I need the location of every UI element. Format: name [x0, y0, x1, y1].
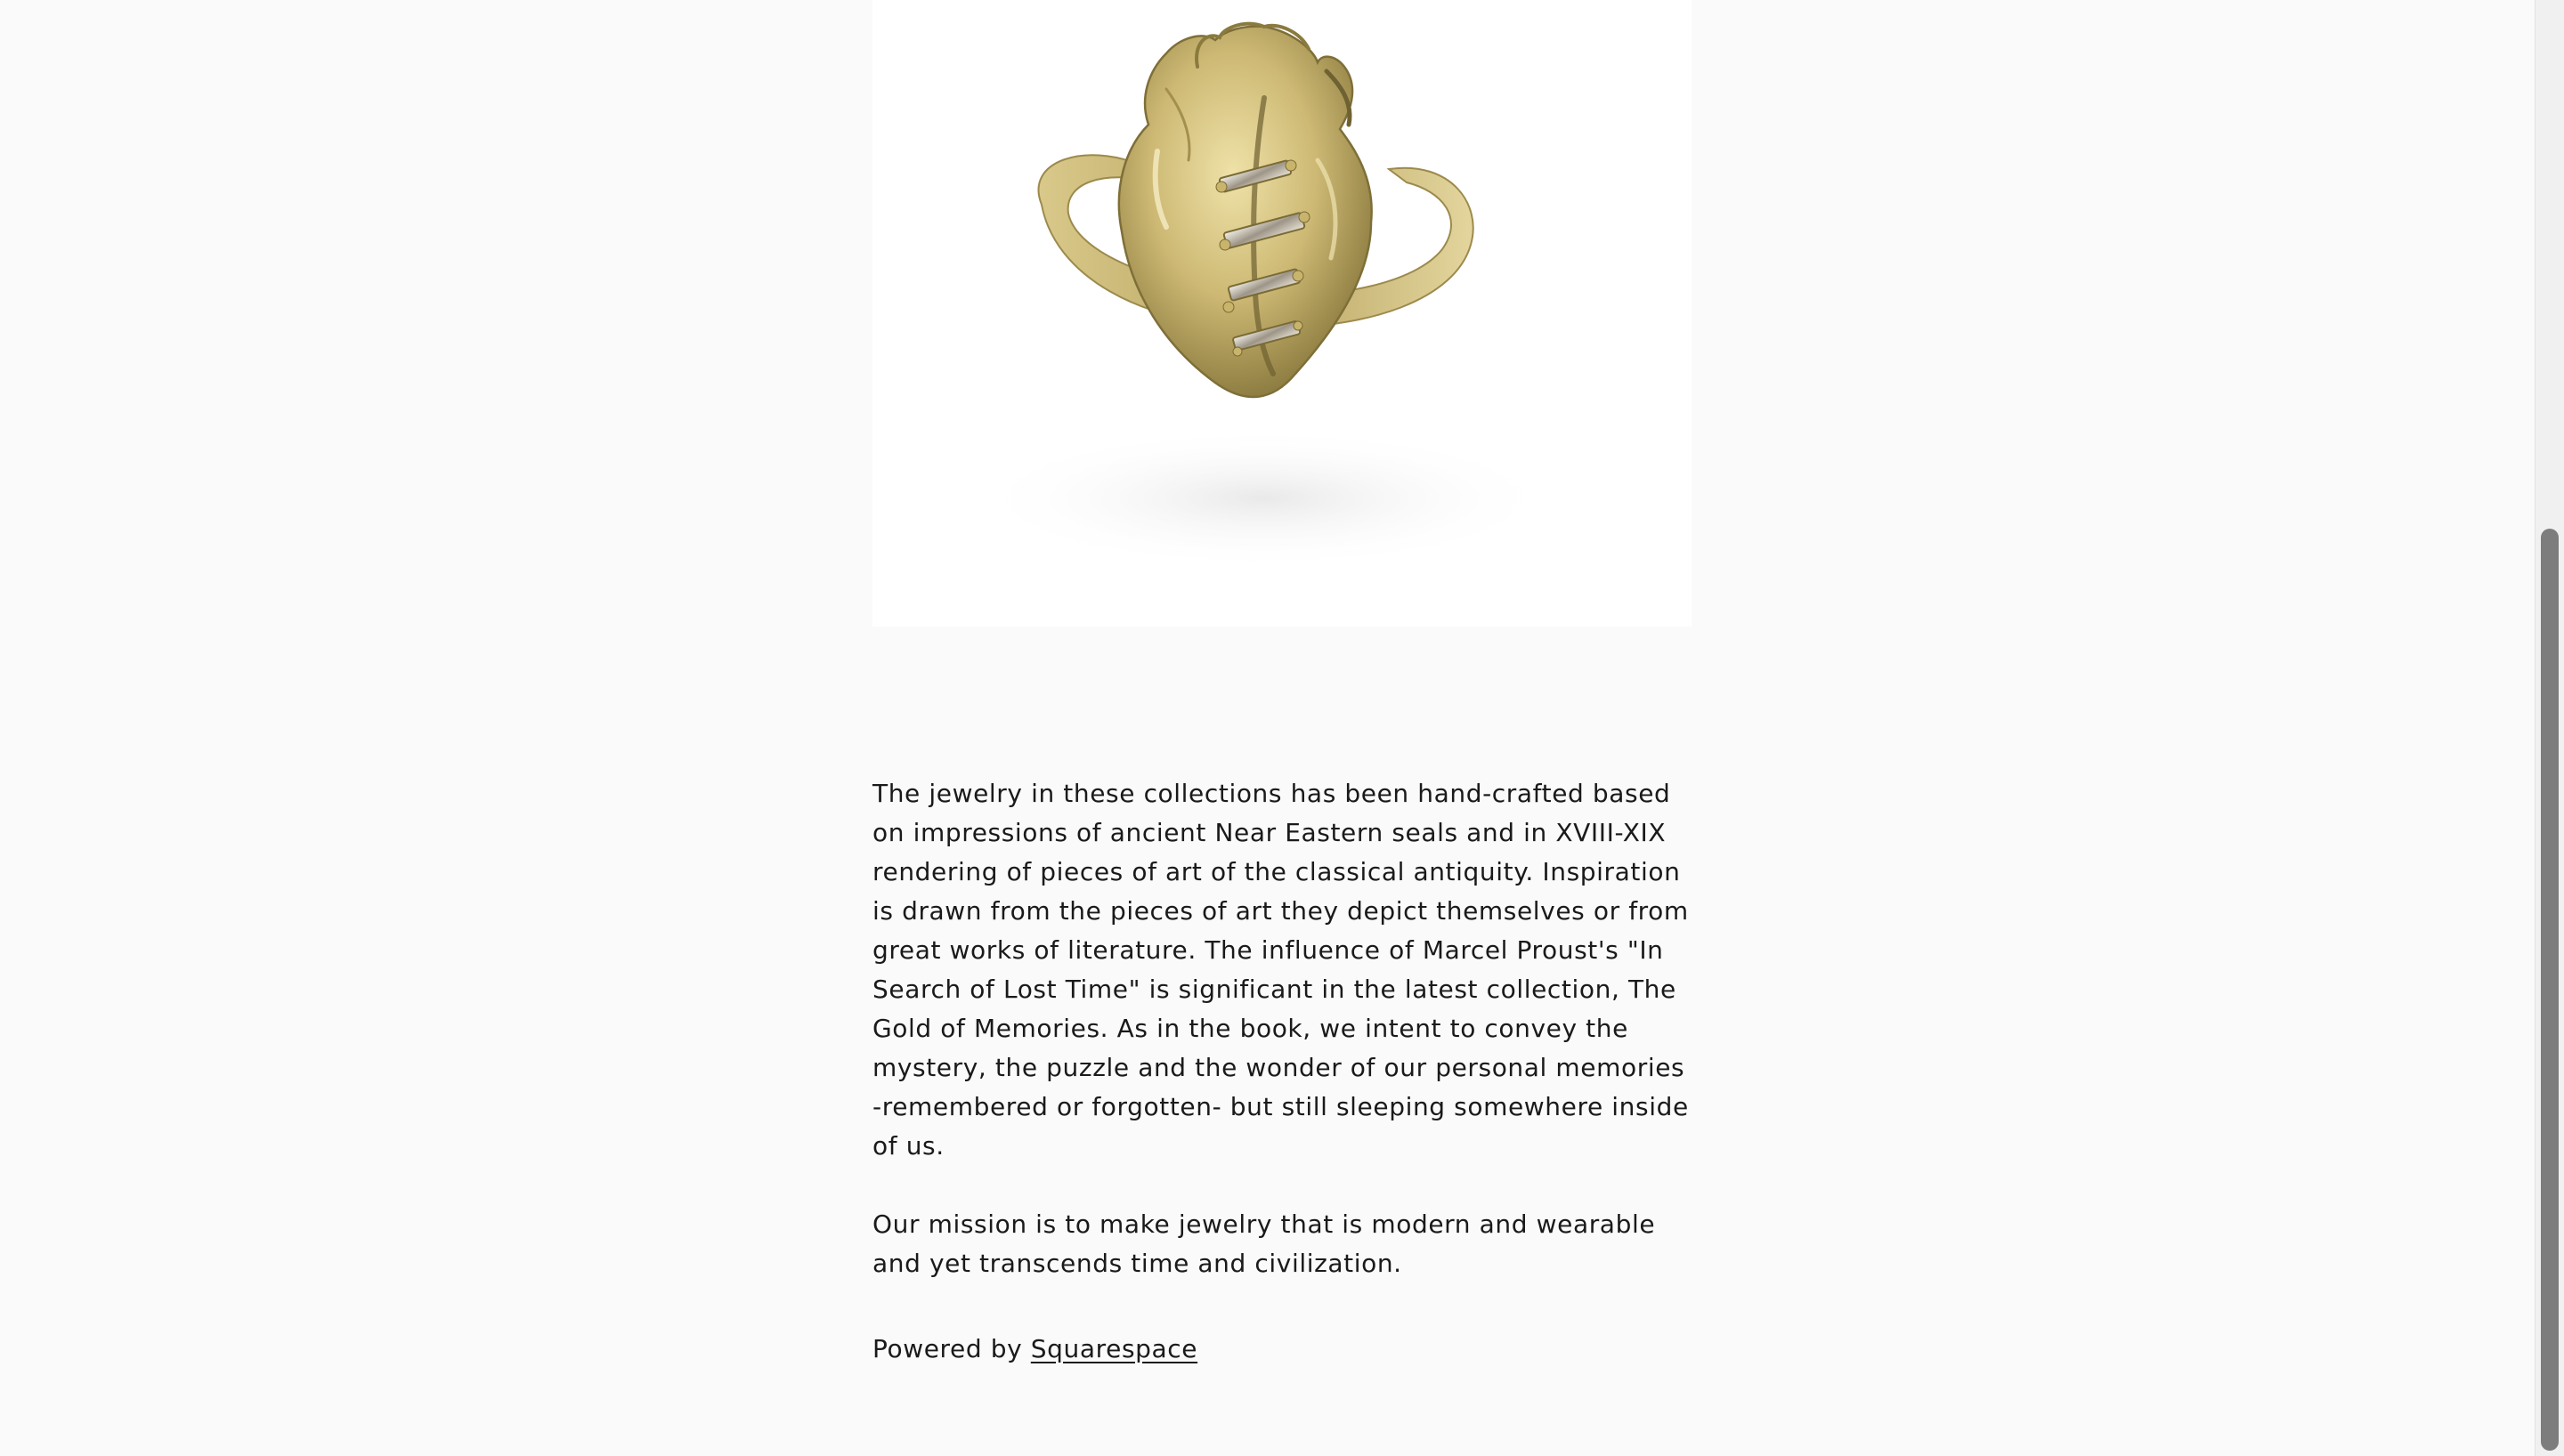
about-text	[872, 774, 1692, 1323]
heart-ring-illustration	[872, 0, 1692, 627]
powered-by-label: Powered by	[872, 1334, 1031, 1363]
squarespace-link[interactable]: Squarespace	[1030, 1334, 1198, 1363]
footer	[872, 1330, 1197, 1369]
about-paragraph-1: The jewelry in these collections has been hand-crafted based on impressions of ancient Near Eastern seals and in XVIII-XIX rendering of pieces of art of the classical antiquity. Inspiration is drawn from the pieces of art they depict themselves or from great works of literature. The influence of Marcel Proust's "In Search of Lost Time" is significant in the latest collection, The Gold of Memories. As in the book, we intent to convey the mystery, the puzzle and the wonder of our personal memories -remembered or forgotten- but still sleeping somewhere inside of us.	[872, 779, 1689, 1161]
vertical-scrollbar[interactable]	[2535, 0, 2564, 1456]
scrollbar-thumb[interactable]	[2541, 529, 2559, 1451]
about-paragraph-2: Our mission is to make jewelry that is modern and wearable and yet transcends time and civilization.	[872, 1209, 1656, 1278]
ring-image	[872, 0, 1692, 627]
